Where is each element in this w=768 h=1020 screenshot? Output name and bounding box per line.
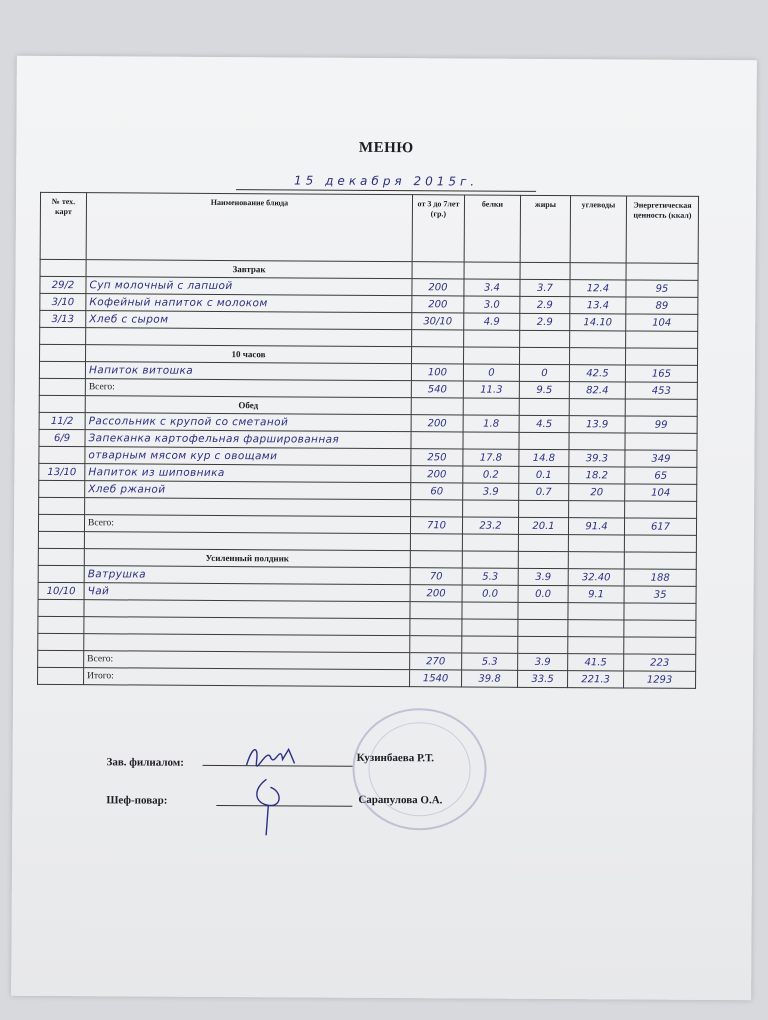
cell-num [38,633,84,650]
cell-num: 13/10 [39,463,85,480]
cell-name: Всего: [85,379,411,398]
cell-portion [410,534,462,551]
cell-fat: 2.9 [520,296,570,313]
table-cell [520,347,570,364]
cell-num: 3/10 [40,293,86,310]
total-row [38,667,696,688]
header-protein: белки [464,195,520,262]
cell-portion: 200 [411,466,463,483]
cell-portion [410,619,462,636]
cell-name: Хлеб ржаной [85,481,411,500]
cell-carbs: 14.10 [570,314,626,331]
cell-name: Суп молочный с лапшой [86,277,412,296]
cell-energy [626,331,698,348]
cell-num: 6/9 [39,429,85,446]
cell-carbs [568,535,624,552]
cell-portion: 540 [411,381,463,398]
cell-carbs: 42.5 [569,365,625,382]
header-energy: Энергетическая ценность (ккал) [626,196,698,263]
cell-name: Хлеб с сыром [86,311,412,330]
cell-protein: 1.8 [463,415,519,432]
cell-name: Рассольник с крупой со сметаной [85,413,411,432]
cell-num: 29/2 [40,276,86,293]
cell-carbs [568,620,624,637]
cell-portion: 200 [410,585,462,602]
cell-carbs: 9.1 [568,586,624,603]
cell-energy [624,620,696,637]
cell-num [39,480,85,497]
table-body [38,259,699,688]
cell-name: Кофейный напиток с молоком [86,294,412,313]
cell-protein: 0.2 [463,466,519,483]
cell-portion: 250 [411,449,463,466]
cell-name [84,617,410,636]
cell-portion: 200 [411,415,463,432]
cell-energy [624,535,696,552]
head-name: Кузинбаева Р.Т. [356,751,435,765]
cell-carbs [569,433,625,450]
table-cell [626,263,698,280]
table-cell [518,551,568,568]
cell-name: Напиток витошка [85,362,411,381]
cell-protein: 11.3 [463,381,519,398]
cell-name [85,498,411,517]
cell-energy [625,433,697,450]
header-carbs: углеводы [570,196,626,263]
cell-carbs [570,331,626,348]
chef-name: Сарапулова О.А. [358,793,443,807]
cell-fat: 2.9 [520,313,570,330]
cell-name: отварным мясом кур с овощами [85,447,411,466]
cell-num [38,599,84,616]
chef-label: Шеф-повар: [106,794,168,807]
header-portion: от 3 до 7лет (гр.) [412,195,464,262]
section-title: Завтрак [86,260,412,279]
cell-carbs: 12.4 [570,280,626,297]
cell-name [84,634,410,653]
cell-fat: 0.0 [518,585,568,602]
cell-fat: 33.5 [518,670,568,687]
cell-portion: 60 [411,483,463,500]
cell-protein: 3.4 [464,279,520,296]
cell-name: Ватрушка [84,566,410,585]
cell-num [38,667,84,684]
cell-energy: 349 [625,450,697,467]
cell-portion: 710 [410,517,462,534]
table-cell [40,259,86,276]
cell-carbs [568,637,624,654]
table-cell [570,263,626,280]
cell-carbs: 13.4 [570,297,626,314]
cell-protein: 39.8 [462,670,518,687]
cell-portion: 1540 [410,670,462,687]
cell-protein: 0.0 [462,585,518,602]
cell-protein: 5.3 [462,568,518,585]
cell-portion: 270 [410,653,462,670]
cell-fat [518,636,568,653]
head-label: Зав. филиалом: [106,756,185,769]
cell-num [39,361,85,378]
cell-num [38,650,84,667]
cell-name: Запеканка картофельная фаршированная [85,430,411,449]
cell-portion: 30/10 [412,313,464,330]
cell-protein: 17.8 [463,449,519,466]
cell-energy: 617 [624,518,696,535]
cell-energy: 188 [624,569,696,586]
cell-num [39,378,85,395]
header-name: Наименование блюда [86,193,412,262]
cell-carbs: 13.9 [569,416,625,433]
cell-portion [412,330,464,347]
cell-fat [519,432,569,449]
header-fat: жиры [520,195,570,262]
cell-carbs: 82.4 [569,382,625,399]
table-cell [40,344,86,361]
cell-name: Напиток из шиповника [85,464,411,483]
table-cell [624,552,696,569]
cell-energy [624,637,696,654]
cell-energy: 104 [625,484,697,501]
head-signature-scrawl [242,739,302,773]
cell-energy: 1293 [624,671,696,688]
cell-portion: 200 [412,296,464,313]
cell-protein [464,330,520,347]
section-title: 10 часов [86,345,412,364]
cell-fat [518,619,568,636]
cell-fat: 4.5 [519,415,569,432]
cell-carbs: 32.40 [568,569,624,586]
table-cell [39,395,85,412]
cell-protein [462,619,518,636]
table-cell [412,347,464,364]
cell-energy: 89 [626,297,698,314]
chef-signature-scrawl [248,775,288,839]
cell-fat: 9.5 [519,381,569,398]
cell-fat: 0.7 [519,483,569,500]
cell-energy: 453 [625,382,697,399]
cell-carbs: 20 [569,484,625,501]
cell-carbs: 41.5 [568,654,624,671]
cell-energy [624,603,696,620]
menu-sheet [11,56,757,1001]
cell-name: Итого: [84,668,410,687]
cell-energy: 99 [625,416,697,433]
menu-date [236,171,536,192]
menu-date-text: 15 декабря 2015г. [294,173,479,189]
cell-num [38,531,84,548]
cell-protein: 3.0 [464,296,520,313]
cell-num: 10/10 [38,582,84,599]
table-cell [38,548,84,565]
cell-fat [518,534,568,551]
cell-name [86,328,412,347]
cell-fat: 0 [519,364,569,381]
section-title: Обед [85,396,411,415]
cell-name: Всего: [84,515,410,534]
cell-energy [625,501,697,518]
table-cell [625,399,697,416]
table-cell [520,262,570,279]
table-cell [462,551,518,568]
table-header-row [40,192,698,263]
cell-portion [411,432,463,449]
cell-num: 11/2 [39,412,85,429]
section-title: Усиленный полдник [84,549,410,568]
cell-protein: 5.3 [462,653,518,670]
cell-protein [463,500,519,517]
cell-protein: 23.2 [462,517,518,534]
cell-fat: 14.8 [519,449,569,466]
table-cell [410,551,462,568]
cell-carbs: 18.2 [569,467,625,484]
header-num: № тех. карт [40,192,86,259]
cell-energy: 35 [624,586,696,603]
cell-carbs: 221.3 [568,671,624,688]
cell-protein: 4.9 [464,313,520,330]
cell-protein: 0 [463,364,519,381]
cell-portion: 70 [410,568,462,585]
cell-fat: 0.1 [519,466,569,483]
table-cell [411,398,463,415]
cell-portion [410,636,462,653]
page-title: МЕНЮ [358,139,414,157]
cell-name [84,532,410,551]
cell-fat [520,330,570,347]
cell-num [38,616,84,633]
cell-num: 3/13 [40,310,86,327]
cell-portion: 200 [412,279,464,296]
cell-carbs: 91.4 [568,518,624,535]
cell-num [38,514,84,531]
menu-table [37,192,699,689]
cell-protein: 3.9 [463,483,519,500]
cell-name: Чай [84,583,410,602]
cell-carbs [568,603,624,620]
table-cell [464,262,520,279]
table-cell [463,398,519,415]
cell-protein [462,534,518,551]
table-cell [412,262,464,279]
cell-fat [518,602,568,619]
table-cell [568,552,624,569]
cell-fat: 3.9 [518,653,568,670]
table-cell [519,398,569,415]
cell-energy: 104 [626,314,698,331]
cell-energy: 223 [624,654,696,671]
cell-num [38,565,84,582]
table-cell [570,348,626,365]
table-cell [626,348,698,365]
cell-portion [410,602,462,619]
cell-portion: 100 [411,364,463,381]
stamp [352,708,487,831]
cell-protein [463,432,519,449]
table-cell [464,347,520,364]
cell-fat: 20.1 [518,517,568,534]
cell-fat [519,500,569,517]
cell-protein [462,636,518,653]
cell-carbs [569,501,625,518]
cell-protein [462,602,518,619]
cell-num [40,327,86,344]
cell-energy: 95 [626,280,698,297]
table-cell [569,399,625,416]
cell-energy: 65 [625,467,697,484]
cell-num [39,446,85,463]
cell-fat: 3.9 [518,568,568,585]
cell-portion [411,500,463,517]
cell-name [84,600,410,619]
cell-fat: 3.7 [520,279,570,296]
cell-name: Всего: [84,651,410,670]
cell-carbs: 39.3 [569,450,625,467]
cell-num [39,497,85,514]
cell-energy: 165 [625,365,697,382]
